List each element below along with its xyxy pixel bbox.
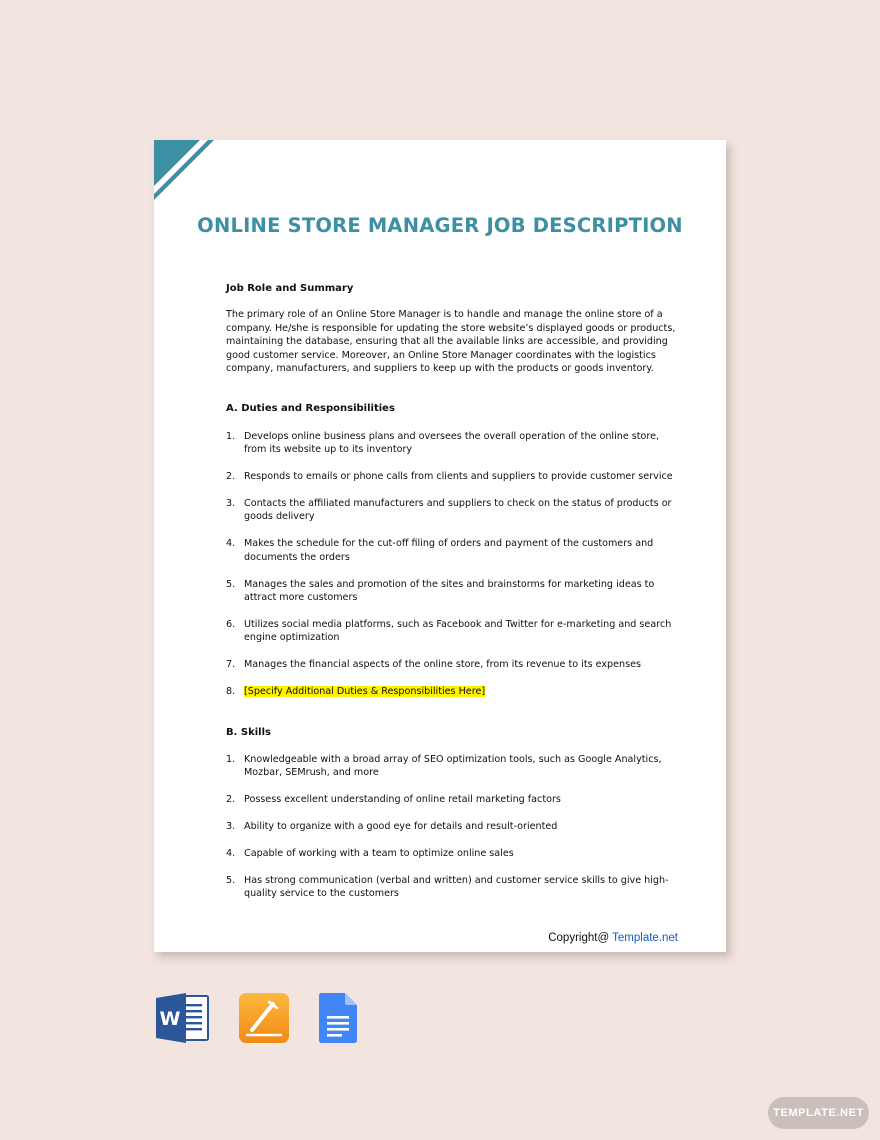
skills-heading: B. Skills (226, 726, 271, 738)
item-number: 4. (226, 538, 236, 550)
copyright-link[interactable]: Template.net (612, 932, 678, 944)
item-number: 1. (226, 430, 236, 442)
list-item (226, 847, 684, 860)
summary-paragraph: The primary role of an Online Store Manager is to handle and manage the online store of a company. He/she is responsible for updating the store website’s displayed goods or products, maintaining the database, ensuring that all the available links are accessible, and providing good customer service. Moreover, an Online Store Manager coordinates with the logistics company, manufacturers, and suppliers to keep up with the products or goods inventory. (226, 309, 676, 375)
list-item (226, 658, 684, 671)
item-number: 3. (226, 821, 236, 833)
list-item (226, 430, 684, 457)
duties-heading: A. Duties and Responsibilities (226, 403, 395, 415)
list-item (226, 470, 684, 483)
item-text: Manages the financial aspects of the online store, from its revenue to its expenses (244, 659, 642, 671)
item-number: 8. (226, 686, 236, 698)
list-item (226, 820, 684, 833)
item-text: Manages the sales and promotion of the sites and brainstorms for marketing ideas to attract more customers (244, 578, 655, 604)
list-item (226, 685, 684, 698)
document-title: ONLINE STORE MANAGER JOB DESCRIPTION (197, 214, 683, 237)
item-number: 5. (226, 578, 236, 590)
list-item (226, 874, 684, 901)
item-text: Possess excellent understanding of online retail marketing factors (244, 794, 561, 806)
copyright-notice (548, 932, 678, 944)
item-number: 7. (226, 659, 236, 671)
item-text: Knowledgeable with a broad array of SEO optimization tools, such as Google Analytics, Mozbar, SEMrush, and more (244, 754, 662, 779)
list-item (226, 618, 684, 645)
list-item (226, 497, 684, 524)
item-number: 3. (226, 498, 236, 510)
item-number: 6. (226, 619, 236, 630)
item-number: 2. (226, 794, 236, 806)
item-text: Utilizes social media platforms, such as Facebook and Twitter for e-marketing and search engine optimization (244, 619, 672, 644)
item-text: Makes the schedule for the cut-off filing of orders and payment of the customers and documents the orders (244, 538, 654, 563)
item-text: Ability to organize with a good eye for details and result-oriented (244, 821, 558, 833)
list-item (226, 537, 684, 564)
template-net-badge[interactable]: TEMPLATE.NET (768, 1097, 869, 1129)
microsoft-word-icon[interactable] (156, 992, 210, 1044)
list-item (226, 753, 684, 780)
highlighted-placeholder-text: [Specify Additional Duties & Responsibilities Here] (244, 686, 486, 698)
item-number: 5. (226, 875, 236, 887)
duties-list (226, 430, 684, 699)
copyright-label: Copyright@ (548, 932, 610, 944)
item-text: Develops online business plans and oversees the overall operation of the online store, from its website up to its inventory (244, 430, 660, 456)
item-text: Responds to emails or phone calls from clients and suppliers to provide customer service (244, 471, 673, 483)
item-text: Capable of working with a team to optimize online sales (244, 848, 514, 860)
item-text: Contacts the affiliated manufacturers and suppliers to check on the status of products or goods delivery (244, 498, 672, 523)
item-number: 4. (226, 848, 236, 860)
google-docs-icon[interactable] (318, 992, 358, 1044)
word-letter: W (159, 1008, 181, 1030)
item-text: Has strong communication (verbal and written) and customer service skills to give high-quality service to the customers (244, 875, 669, 900)
list-item (226, 793, 684, 806)
item-number: 1. (226, 754, 236, 766)
list-item (226, 578, 684, 605)
apple-pages-icon[interactable] (239, 992, 289, 1044)
summary-heading: Job Role and Summary (226, 283, 354, 294)
skills-list (226, 753, 684, 901)
document-page (154, 140, 726, 952)
document-body (226, 282, 684, 901)
corner-stripes-decoration (154, 140, 224, 210)
item-number: 2. (226, 471, 236, 483)
